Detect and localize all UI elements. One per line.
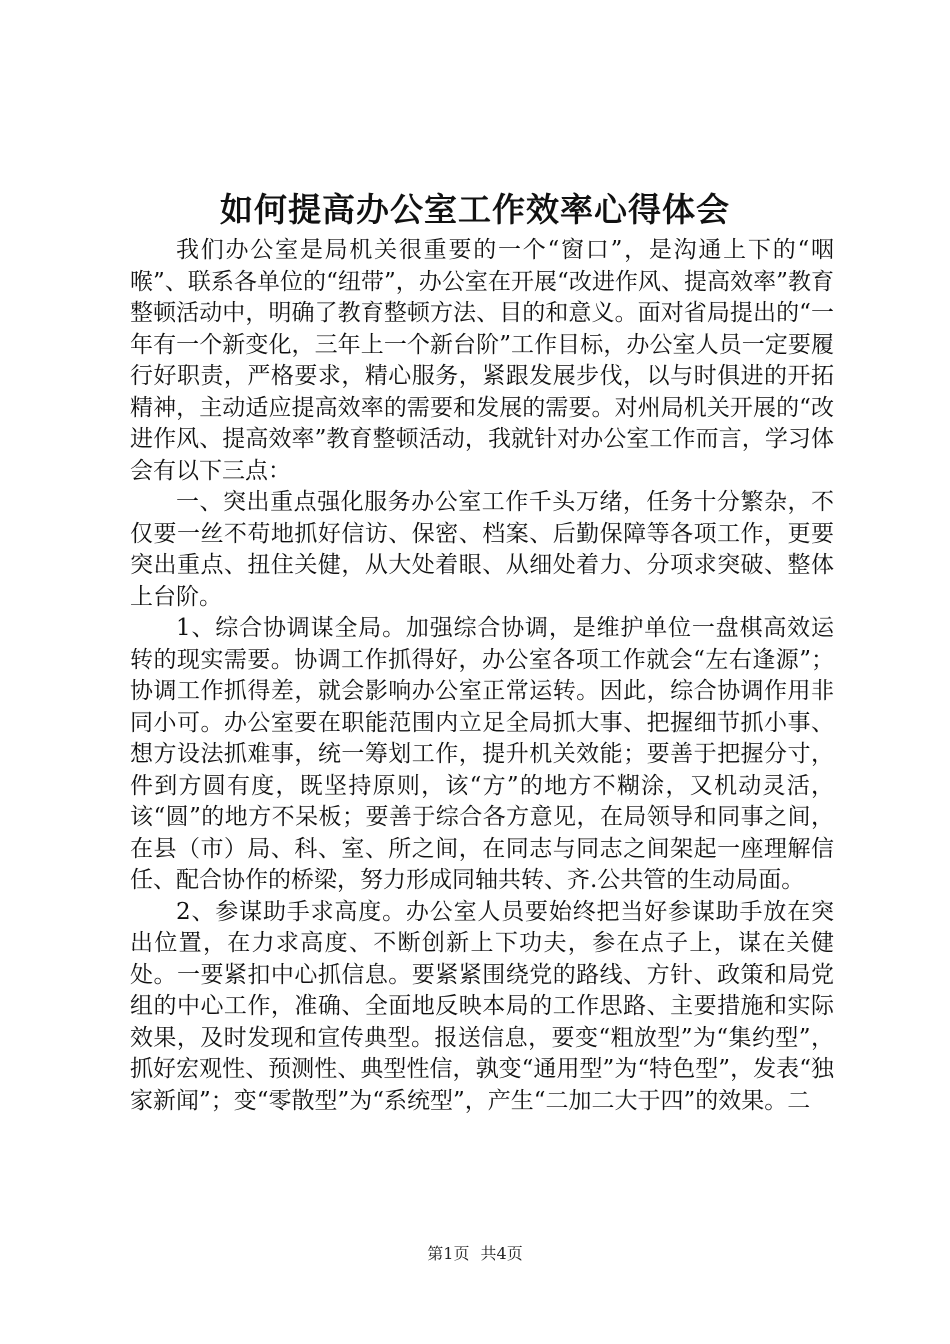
page-number: 第1页 (427, 1244, 470, 1263)
document-body (130, 235, 834, 1117)
paragraph-point-one: 1、综合协调谋全局。加强综合协调，是维护单位一盘棋高效运转的现实需要。协调工作抓得好，办公室各项工作就会“左右逢源”；协调工作抓得差，就会影响办公室正常运转。因此，综合协调作用非同小可。办公室要在职能范围内立足全局抓大事、把握细节抓小事、想方设法抓难事，统一筹划工作，提升机关效能；要善于把握分寸，件到方圆有度，既坚持原则，该“方”的地方不糊涂，又机动灵活，该“圆”的地方不呆板；要善于综合各方意见，在局领导和同事之间，在县（市）局、科、室、所之间，在同志与同志之间架起一座理解信任、配合协作的桥梁，努力形成同轴共转、齐.公共管的生动局面。 (130, 615, 834, 893)
page-total: 共4页 (480, 1244, 523, 1263)
paragraph-point-two: 2、参谋助手求高度。办公室人员要始终把当好参谋助手放在突出位置，在力求高度、不断创新上下功夫，参在点子上，谋在关健处。一要紧扣中心抓信息。要紧紧围绕党的路线、方针、政策和局党组的中心工作，准确、全面地反映本局的工作思路、主要措施和实际效果，及时发现和宣传典型。报送信息，要变“粗放型”为“集约型”，抓好宏观性、预测性、典型性信，孰变“通用型”为“特色型”，发表“独家新闻”；变“零散型”为“系统型”，产生“二加二大于四”的效果。二 (130, 898, 834, 1114)
paragraph-intro: 我们办公室是局机关很重要的一个“窗口”，是沟通上下的“咽喉”、联系各单位的“纽带”，办公室在开展“改进作风、提高效率”教育整顿活动中，明确了教育整顿方法、目的和意义。面对省局提出的“一年有一个新变化，三年上一个新台阶”工作目标，办公室人员一定要履行好职责，严格要求，精心服务，紧跟发展步伐，以与时俱进的开拓精神，主动适应提高效率的需要和发展的需要。对州局机关开展的“改进作风、提高效率”教育整顿活动，我就针对办公室工作而言，学习体会有以下三点： (130, 237, 834, 484)
page-footer (0, 1243, 950, 1265)
document-title: 如何提高办公室工作效率心得体会 (220, 190, 730, 229)
paragraph-section-one: 一、突出重点强化服务办公室工作千头万绪，任务十分繁杂，不仅要一丝不苟地抓好信访、保密、档案、后勤保障等各项工作，更要突出重点、扭住关健，从大处着眼、从细处着力、分项求突破、整体上台阶。 (130, 489, 834, 610)
